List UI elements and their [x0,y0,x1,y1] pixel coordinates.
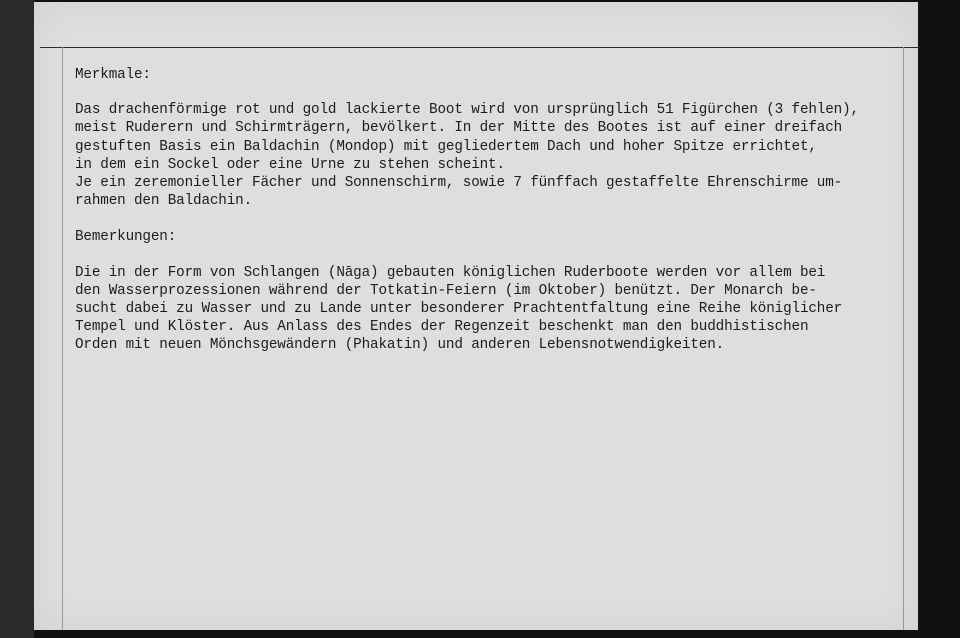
merkmale-paragraph [75,101,905,210]
text-line: gestuften Basis ein Baldachin (Mondop) mit gegliedertem Dach und hoher Spitze errichtet, [75,138,817,155]
text-line: rahmen den Baldachin. [75,193,253,210]
merkmale-heading: Merkmale: [75,67,151,83]
text-line: Tempel und Klöster. Aus Anlass des Endes der Regenzeit beschenkt man den buddhistischen [75,319,809,336]
text-line: in dem ein Sockel oder eine Urne zu stehen scheint. [75,156,505,173]
bemerkungen-heading: Bemerkungen: [75,229,177,246]
text-line: Das drachenförmige rot und gold lackierte Boot wird von ursprünglich 51 Figürchen (3 fehlen), [75,102,859,119]
background-edge [0,0,34,638]
card-left-margin-line [62,47,63,630]
text-line: Die in der Form von Schlangen (Nāga) gebauten königlichen Ruderboote werden vor allem bei [75,264,826,281]
text-line: den Wasserprozessionen während der Totkatin-Feiern (im Oktober) benützt. Der Monarch be- [75,282,817,299]
card-header-rule [40,47,918,48]
text-line: Orden mit neuen Mönchsgewändern (Phakatin) und anderen Lebensnotwendigkeiten. [75,337,725,354]
card-text [75,66,905,373]
bemerkungen-paragraph [75,264,905,355]
text-line: Je ein zeremonieller Fächer und Sonnenschirm, sowie 7 fünffach gestaffelte Ehrenschirme um- [75,175,843,192]
text-line: sucht dabei zu Wasser und zu Lande unter besonderer Prachtentfaltung eine Reihe königlicher [75,301,843,318]
index-card [34,2,918,630]
text-line: meist Ruderern und Schirmträgern, bevölkert. In der Mitte des Bootes ist auf einer dreifach [75,120,843,137]
